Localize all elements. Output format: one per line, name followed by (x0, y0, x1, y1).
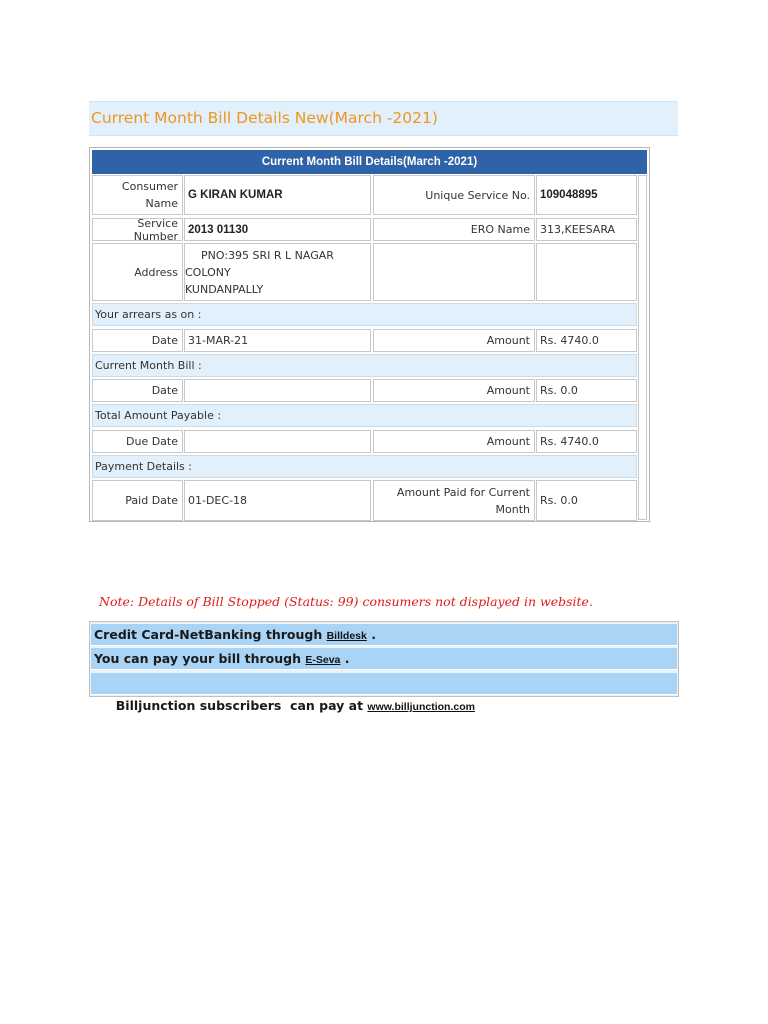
ero-name-value: 313,KEESARA (536, 218, 637, 241)
current-date-label: Date (92, 379, 183, 402)
address-line-1: PNO:395 SRI R L NAGAR (201, 248, 334, 262)
consumer-name-value: G KIRAN KUMAR (184, 175, 371, 215)
page-title: Current Month Bill Details New(March -2021) (91, 109, 438, 127)
payment-option-billjunction (91, 673, 677, 713)
billdesk-link[interactable]: Billdesk (326, 630, 367, 642)
arrears-amount-label: Amount (373, 329, 535, 352)
total-amount-value: Rs. 4740.0 (536, 430, 637, 453)
total-amount-label: Amount (373, 430, 535, 453)
arrears-section-label: Your arrears as on : (92, 303, 637, 326)
paid-date-value: 01-DEC-18 (184, 480, 371, 521)
eseva-link[interactable]: E-Seva (305, 654, 341, 666)
payment-option-text: Billjunction subscribers can pay at (111, 698, 368, 713)
billjunction-link[interactable]: www.billjunction.com (367, 701, 475, 713)
address-empty-cell-2 (536, 243, 637, 301)
payment-option-suffix: . (340, 651, 350, 666)
arrears-date-value: 31-MAR-21 (184, 329, 371, 352)
payment-option-billdesk (91, 624, 677, 646)
payment-option-text: You can pay your bill through (94, 651, 306, 666)
unique-service-no-value: 109048895 (536, 175, 637, 215)
bill-stopped-note: Note: Details of Bill Stopped (Status: 99) consumers not displayed in website. (99, 594, 593, 609)
due-date-value (184, 430, 371, 453)
table-right-column (638, 175, 647, 520)
payment-option-eseva (91, 648, 677, 670)
payment-details-section-label: Payment Details : (92, 455, 637, 478)
current-amount-value: Rs. 0.0 (536, 379, 637, 402)
amount-paid-label: Amount Paid for Current Month (373, 480, 535, 521)
bill-details-table (89, 147, 650, 522)
current-amount-label: Amount (373, 379, 535, 402)
ero-name-label: ERO Name (373, 218, 535, 241)
payment-option-suffix: . (366, 627, 376, 642)
page-title-bar (89, 101, 678, 136)
payment-options-box (89, 621, 679, 713)
arrears-amount-value: Rs. 4740.0 (536, 329, 637, 352)
amount-paid-value: Rs. 0.0 (536, 480, 637, 521)
total-payable-section-label: Total Amount Payable : (92, 404, 637, 427)
unique-service-no-label: Unique Service No. (373, 175, 535, 215)
table-header: Current Month Bill Details(March -2021) (92, 150, 647, 174)
arrears-date-label: Date (92, 329, 183, 352)
address-empty-cell (373, 243, 535, 301)
current-date-value (184, 379, 371, 402)
address-value (184, 243, 371, 301)
payment-option-text: Credit Card-NetBanking through (94, 627, 327, 642)
due-date-label: Due Date (92, 430, 183, 453)
address-line-3: KUNDANPALLY (185, 282, 264, 296)
address-label: Address (92, 243, 183, 301)
service-number-value: 2013 01130 (184, 218, 371, 241)
service-number-label: Service Number (92, 218, 183, 241)
paid-date-label: Paid Date (92, 480, 183, 521)
current-bill-section-label: Current Month Bill : (92, 354, 637, 377)
address-line-2: COLONY (185, 265, 231, 279)
consumer-name-label: Consumer Name (92, 175, 183, 215)
